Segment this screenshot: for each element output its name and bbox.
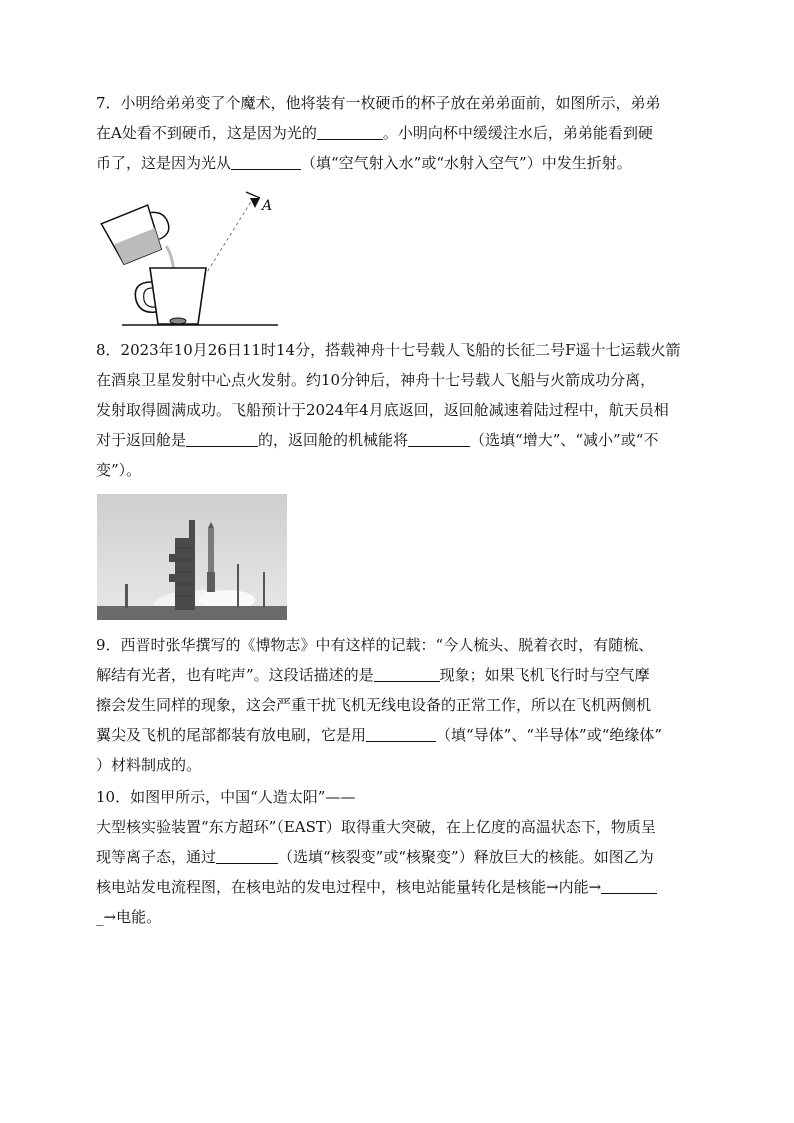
rocket-icon	[207, 522, 215, 592]
question-9	[96, 630, 698, 780]
q10-text: _→电能。	[96, 908, 162, 926]
q10-line-1	[96, 782, 698, 812]
q7-line-3	[96, 148, 698, 178]
eye-icon	[246, 192, 260, 208]
answer-blank-motion-state[interactable]	[186, 428, 258, 447]
q10-line-3	[96, 842, 698, 872]
answer-blank-phenomenon[interactable]	[374, 663, 440, 682]
q8-text: （选填“增大”、“减小”或“不	[470, 431, 659, 449]
q7-text: 。小明向杯中缓缓注水后，弟弟能看到硬	[382, 124, 653, 142]
question-8	[96, 335, 698, 485]
rocket-launch-photo	[97, 494, 287, 620]
q9-line-1	[96, 630, 698, 660]
answer-blank-material[interactable]	[366, 723, 436, 742]
q9-text: 解结有光者，也有咤声”。这段话描述的是	[96, 666, 374, 684]
q7-text: 在A处看不到硬币，这是因为光的	[96, 124, 317, 142]
q10-text: （选填“核裂变”或“核聚变”）释放巨大的核能。如图乙为	[278, 848, 654, 866]
answer-blank-mechanical-energy[interactable]	[408, 428, 470, 447]
q7-line-2	[96, 118, 698, 148]
q9-text: ）材料制成的。	[96, 756, 202, 774]
q8-text: 8．2023年10月26日11时14分，搭载神舟十七号载人飞船的长征二号F遥十七运载火箭	[96, 341, 681, 359]
q9-line-5	[96, 750, 698, 780]
q8-text: 发射取得圆满成功。飞船预计于2024年4月底返回，返回舱减速着陆过程中，航天员相	[96, 401, 669, 419]
question-10	[96, 782, 698, 932]
q9-text: 翼尖及飞机的尾部都装有放电刷，它是用	[96, 726, 367, 744]
q8-text: 的，返回舱的机械能将	[258, 431, 409, 449]
q8-line-5	[96, 455, 698, 485]
q10-line-4	[96, 872, 698, 902]
q8-line-3	[96, 395, 698, 425]
q8-line-1	[96, 335, 698, 365]
coin-icon	[170, 318, 186, 324]
q9-line-4	[96, 720, 698, 750]
pitcher-icon	[101, 200, 176, 266]
q10-text: 10．如图甲所示，中国“人造太阳”——	[96, 788, 356, 806]
q9-text: 9．西晋时张华撰写的《博物志》中有这样的记载：“今人梳头、脱着衣时，有随梳、	[96, 636, 654, 654]
q10-text: 大型核实验装置“东方超环”（EAST）取得重大突破，在上亿度的高温状态下，物质呈	[96, 818, 656, 836]
q8-text: 对于返回舱是	[96, 431, 187, 449]
q9-line-3	[96, 690, 698, 720]
question-7	[96, 88, 698, 178]
q8-text: 在酒泉卫星发射中心点火发射。约10分钟后，神舟十七号载人飞船与火箭成功分离，	[96, 371, 656, 389]
q7-text: （填“空气射入水”或“水射入空气”）中发生折射。	[301, 154, 632, 172]
answer-blank-nuclear-reaction[interactable]	[216, 845, 278, 864]
q8-text: 变”）。	[96, 461, 142, 479]
q9-text: 擦会发生同样的现象，这会严重干扰飞机无线电设备的正常工作，所以在飞机两侧机	[96, 696, 652, 714]
cup-icon	[135, 268, 206, 324]
q9-text: 现象；如果飞机飞行时与空气摩	[439, 666, 650, 684]
q9-line-2	[96, 660, 698, 690]
q9-text: （填“导体”、“半导体”或“绝缘体”	[436, 726, 663, 744]
q8-line-4	[96, 425, 698, 455]
q8-line-2	[96, 365, 698, 395]
q10-text: 现等离子态，通过	[96, 848, 217, 866]
q10-line-5	[96, 902, 698, 932]
point-a-label: A	[262, 198, 273, 214]
answer-blank-energy-form[interactable]	[601, 875, 657, 894]
q7-text: 7．小明给弟弟变了个魔术，他将装有一枚硬币的杯子放在弟弟面前，如图所示，弟弟	[96, 94, 661, 112]
answer-blank-light-reason[interactable]	[317, 121, 383, 140]
q7-line-1	[96, 88, 698, 118]
answer-blank-refraction-direction[interactable]	[231, 151, 301, 170]
q7-text: 币了，这是因为光从	[96, 154, 232, 172]
cup-coin-figure	[94, 190, 284, 330]
q10-text: 核电站发电流程图，在核电站的发电过程中，核电站能量转化是核能→内能→	[96, 878, 602, 896]
q10-line-2	[96, 812, 698, 842]
